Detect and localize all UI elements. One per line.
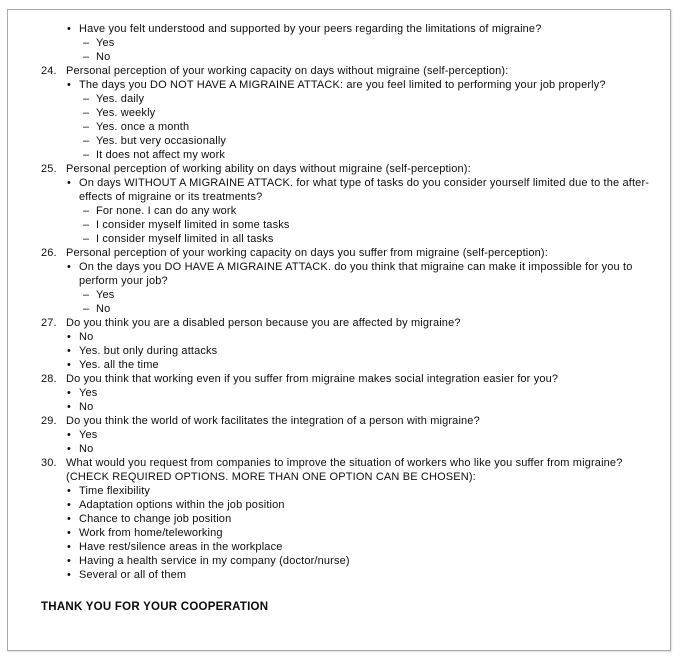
dash-icon: – — [83, 219, 90, 231]
question-item — [41, 246, 650, 260]
item-text: Time flexibility — [79, 485, 151, 497]
bullet-icon: • — [67, 345, 72, 357]
bullet-icon: • — [67, 485, 72, 497]
item-text: Yes. weekly — [96, 107, 156, 119]
item-number: 28. — [41, 373, 57, 385]
bullet-item — [41, 442, 650, 456]
item-text: Yes. but very occasionally — [96, 135, 227, 147]
bullet-item — [41, 260, 650, 288]
item-text: Do you think that working even if you suffer from migraine makes social integration easier for you? — [66, 373, 559, 385]
bullet-icon: • — [67, 401, 72, 413]
dash-option — [41, 218, 650, 232]
bullet-item — [41, 386, 650, 400]
bullet-icon: • — [67, 429, 72, 441]
bullet-item — [41, 540, 650, 554]
question-item — [41, 414, 650, 428]
dash-option — [41, 92, 650, 106]
item-text: Have you felt understood and supported by your peers regarding the limitations of migraine? — [79, 23, 542, 35]
item-text: Personal perception of working ability on days without migraine (self-perception): — [66, 163, 471, 175]
dash-icon: – — [83, 149, 90, 161]
bullet-item — [41, 330, 650, 344]
item-text: Personal perception of your working capacity on days without migraine (self-perception): — [66, 65, 509, 77]
item-text: It does not affect my work — [96, 149, 226, 161]
bullet-item — [41, 512, 650, 526]
bullet-item — [41, 526, 650, 540]
item-text: Yes. once a month — [96, 121, 190, 133]
item-text: For none. I can do any work — [96, 205, 237, 217]
item-text: On the days you DO HAVE A MIGRAINE ATTACK. do you think that migraine can make it impossible for you to perform your job? — [79, 261, 633, 287]
bullet-item — [41, 344, 650, 358]
item-number: 29. — [41, 415, 57, 427]
footer-text: THANK YOU FOR YOUR COOPERATION — [41, 601, 269, 613]
bullet-icon: • — [67, 569, 72, 581]
item-number: 30. — [41, 457, 57, 469]
dash-icon: – — [83, 37, 90, 49]
dash-icon: – — [83, 121, 90, 133]
dash-option — [41, 120, 650, 134]
item-text: Yes — [96, 37, 115, 49]
question-item — [41, 162, 650, 176]
item-text: Personal perception of your working capacity on days you suffer from migraine (self-perception): — [66, 247, 548, 259]
bullet-item — [41, 498, 650, 512]
item-text: On days WITHOUT A MIGRAINE ATTACK. for what type of tasks do you consider yourself limited due to the after-effects of migraine or its treatments? — [79, 177, 650, 203]
item-number: 26. — [41, 247, 57, 259]
bullet-icon: • — [67, 23, 72, 35]
bullet-icon: • — [67, 331, 72, 343]
question-item — [41, 316, 650, 330]
bullet-icon: • — [67, 443, 72, 455]
bullet-item — [41, 484, 650, 498]
bullet-item — [41, 22, 650, 36]
dash-option — [41, 134, 650, 148]
dash-option — [41, 302, 650, 316]
bullet-item — [41, 568, 650, 582]
item-text: Yes. daily — [96, 93, 145, 105]
bullet-item — [41, 400, 650, 414]
bullet-icon: • — [67, 499, 72, 511]
item-text: Work from home/teleworking — [79, 527, 223, 539]
bullet-icon: • — [67, 359, 72, 371]
dash-icon: – — [83, 289, 90, 301]
bullet-item — [41, 554, 650, 568]
question-item — [41, 64, 650, 78]
item-text: Adaptation options within the job position — [79, 499, 285, 511]
item-text: Having a health service in my company (doctor/nurse) — [79, 555, 350, 567]
questionnaire-page — [7, 9, 671, 651]
dash-option — [41, 232, 650, 246]
bullet-item — [41, 428, 650, 442]
item-text: Several or all of them — [79, 569, 187, 581]
bullet-icon: • — [67, 541, 72, 553]
bullet-icon: • — [67, 513, 72, 525]
item-text: I consider myself limited in some tasks — [96, 219, 290, 231]
item-text: No — [79, 401, 94, 413]
bullet-icon: • — [67, 387, 72, 399]
item-text: The days you DO NOT HAVE A MIGRAINE ATTACK: are you feel limited to performing your job properly? — [79, 79, 606, 91]
item-text: No — [79, 331, 94, 343]
bullet-item — [41, 176, 650, 204]
dash-icon: – — [83, 233, 90, 245]
item-text: No — [79, 443, 94, 455]
item-number: 24. — [41, 65, 57, 77]
item-text: Yes. all the time — [79, 359, 159, 371]
dash-option — [41, 148, 650, 162]
dash-icon: – — [83, 205, 90, 217]
dash-icon: – — [83, 135, 90, 147]
item-number: 25. — [41, 163, 57, 175]
item-text: Yes — [96, 289, 115, 301]
dash-icon: – — [83, 303, 90, 315]
dash-option — [41, 36, 650, 50]
item-text: Yes — [79, 387, 98, 399]
item-text: Chance to change job position — [79, 513, 232, 525]
item-text: No — [96, 51, 111, 63]
bullet-icon: • — [67, 261, 72, 273]
item-number: 27. — [41, 317, 57, 329]
dash-icon: – — [83, 107, 90, 119]
bullet-icon: • — [67, 177, 72, 189]
bullet-icon: • — [67, 527, 72, 539]
item-text: What would you request from companies to improve the situation of workers who like you suffer from migraine? (CHECK REQUIRED OPTIONS. MORE THAN ONE OPTION CAN BE CHOSEN): — [66, 457, 623, 483]
item-text: I consider myself limited in all tasks — [96, 233, 274, 245]
bullet-item — [41, 358, 650, 372]
dash-option — [41, 204, 650, 218]
question-item — [41, 456, 650, 484]
item-text: Do you think the world of work facilitates the integration of a person with migraine? — [66, 415, 480, 427]
bullet-icon: • — [67, 79, 72, 91]
item-text: No — [96, 303, 111, 315]
dash-option — [41, 288, 650, 302]
dash-icon: – — [83, 51, 90, 63]
questionnaire-list — [41, 22, 650, 582]
dash-option — [41, 106, 650, 120]
question-item — [41, 372, 650, 386]
item-text: Yes. but only during attacks — [79, 345, 218, 357]
bullet-icon: • — [67, 555, 72, 567]
item-text: Have rest/silence areas in the workplace — [79, 541, 283, 553]
item-text: Yes — [79, 429, 98, 441]
dash-option — [41, 50, 650, 64]
dash-icon: – — [83, 93, 90, 105]
bullet-item — [41, 78, 650, 92]
item-text: Do you think you are a disabled person because you are affected by migraine? — [66, 317, 461, 329]
